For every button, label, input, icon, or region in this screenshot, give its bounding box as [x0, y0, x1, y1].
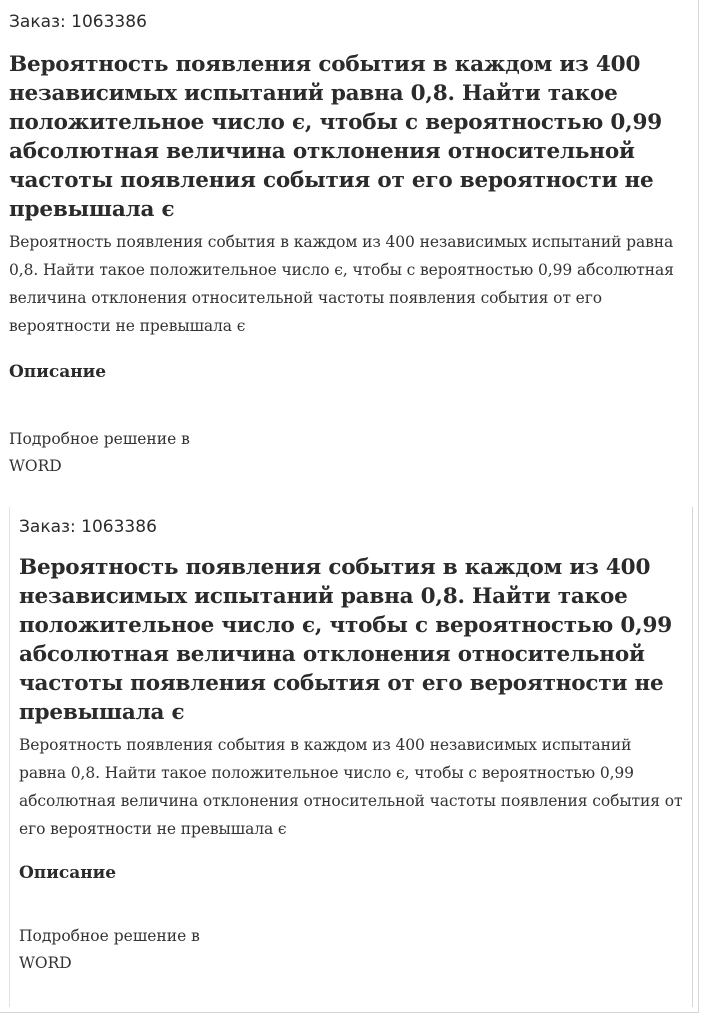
- order-card-duplicate: [9, 507, 693, 1007]
- order-number: Заказ: 1063386: [19, 517, 157, 537]
- solution-note: Подробное решение в WORD: [9, 430, 190, 475]
- description-heading: Описание: [19, 863, 117, 883]
- order-number: Заказ: 1063386: [9, 12, 147, 32]
- task-text: Вероятность появления события в каждом из 400 независимых испытаний равна 0,8. Найти такое положительное число є, чтобы с вероятностью 0,99 абсолютная величина отклонения относительной частоты появления события от его вероятности не превышала є: [9, 233, 674, 335]
- task-title: Вероятность появления события в каждом из 400 независимых испытаний равна 0,8. Найти такое положительное число є, чтобы с вероятностью 0,99 абсолютная величина отклонения относительной частоты появления события от его вероятности не превышала є: [19, 555, 672, 725]
- task-text: Вероятность появления события в каждом из 400 независимых испытаний равна 0,8. Найти такое положительное число є, чтобы с вероятностью 0,99 абсолютная величина отклонения относительной частоты появления события от его вероятности не превышала є: [19, 736, 683, 838]
- description-heading: Описание: [9, 362, 107, 382]
- task-title: Вероятность появления события в каждом из 400 независимых испытаний равна 0,8. Найти такое положительное число є, чтобы с вероятностью 0,99 абсолютная величина отклонения относительной частоты появления события от его вероятности не превышала є: [9, 52, 662, 222]
- solution-note: Подробное решение в WORD: [19, 927, 200, 972]
